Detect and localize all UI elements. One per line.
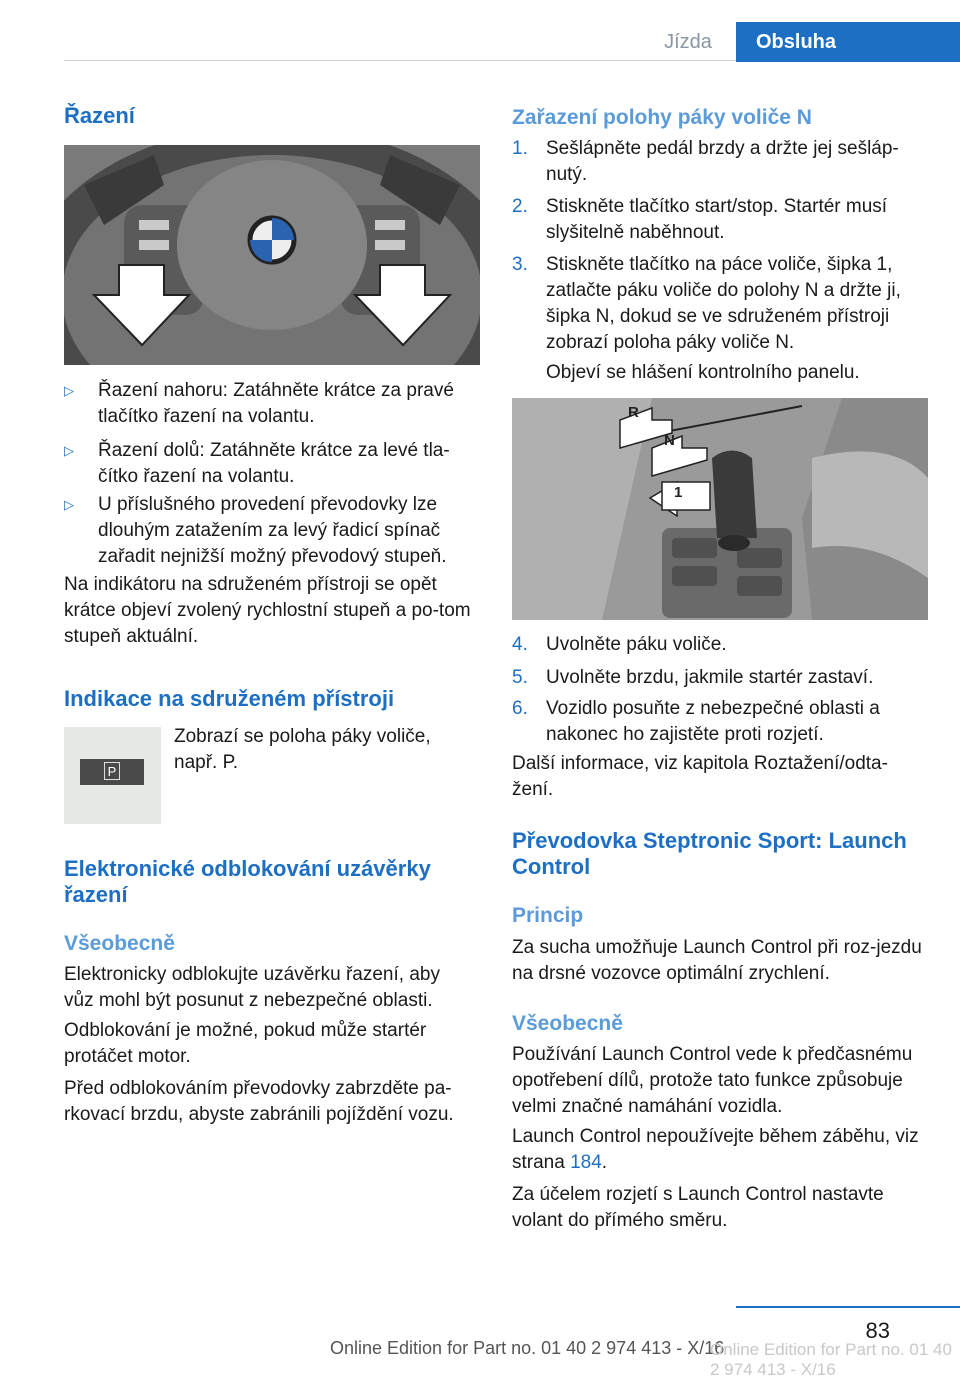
bullet-text: Řazení dolů: Zatáhněte krátce za levé tla‐čítko řazení na volantu. bbox=[98, 440, 450, 487]
paragraph-indikator: Na indikátoru na sdruženém přístroji se opět krátce objeví zvolený rychlostní stupeň a po‐tom stupeň aktuální. bbox=[64, 574, 471, 647]
subtitle-vseobecne: Všeobecně bbox=[512, 1012, 623, 1035]
bullet-marker: ▷ bbox=[64, 443, 74, 458]
arrow-label-1: 1 bbox=[674, 484, 683, 501]
gear-label-n: N bbox=[664, 432, 675, 449]
subtitle-princip: Princip bbox=[512, 904, 584, 927]
paragraph-zaucelem: Za účelem rozjetí s Launch Control nastavte volant do přímého směru. bbox=[512, 1184, 884, 1231]
step-text: Uvolněte brzdu, jakmile startér zastaví. bbox=[546, 667, 874, 688]
tab-jizda[interactable]: Jízda bbox=[664, 31, 712, 53]
paragraph-pouzivani: Používání Launch Control vede k předčasnému opotřebení dílů, protože tato funkce způsobuje velmi značné namáhání vozidla. bbox=[512, 1044, 913, 1117]
footer-rule bbox=[736, 1306, 960, 1308]
header-rule bbox=[64, 60, 736, 61]
nepouzivejte-text: Launch Control nepoužívejte během záběhu, viz strana bbox=[512, 1126, 919, 1173]
step-number: 6. bbox=[512, 698, 528, 719]
subtitle-vseobecne: Všeobecně bbox=[64, 932, 175, 955]
paragraph-nepouzivejte bbox=[512, 1124, 922, 1176]
bullet-text: Řazení nahoru: Zatáhněte krátce za pravé tlačítko řazení na volantu. bbox=[98, 380, 454, 427]
step-text: Vozidlo posuňte z nebezpečné oblasti a nakonec ho zajistěte proti rozjetí. bbox=[546, 698, 880, 745]
indikace-text: Zobrazí se poloha páky voliče, např. P. bbox=[174, 726, 431, 773]
nepouzivejte-end: . bbox=[601, 1152, 608, 1173]
tab-obsluha[interactable]: Obsluha bbox=[736, 22, 960, 62]
step-number: 1. bbox=[512, 138, 528, 159]
steering-wheel-image bbox=[64, 145, 480, 365]
page-number: 83 bbox=[865, 1318, 890, 1343]
step-number: 2. bbox=[512, 196, 528, 217]
watermark-text: Online Edition for Part no. 01 40 2 974 413 - X/16 bbox=[710, 1340, 952, 1379]
section-title-steptronic: Převodovka Steptronic Sport: Launch Control bbox=[512, 828, 907, 879]
indicator-panel bbox=[80, 759, 144, 785]
gear-indicator-p: P bbox=[104, 762, 120, 780]
step-text: Uvolněte páku voliče. bbox=[546, 634, 727, 655]
step-number: 5. bbox=[512, 667, 528, 688]
paragraph: Elektronicky odblokujte uzávěrku řazení, aby vůz mohl být posunut z nebezpečné oblasti. bbox=[64, 964, 440, 1011]
step-text: Stiskněte tlačítko start/stop. Startér musí slyšitelně naběhnout. bbox=[546, 196, 888, 243]
paragraph: Před odblokováním převodovky zabrzděte pa‐rkovací brzdu, abyste zabránili pojíždění vozu. bbox=[64, 1078, 454, 1125]
bullet-text: U příslušného provedení převodovky lze dlouhým zatažením za levý řadicí spínač zařadit nejnižší možný převodový stupeň. bbox=[98, 494, 447, 567]
step-number: 3. bbox=[512, 254, 528, 275]
gear-label-r: R bbox=[628, 404, 639, 421]
section-title-zarazeni: Zařazení polohy páky voliče N bbox=[512, 106, 812, 129]
section-title-razeni: Řazení bbox=[64, 103, 135, 128]
paragraph: Odblokování je možné, pokud může startér protáčet motor. bbox=[64, 1020, 427, 1067]
indicator-display-image bbox=[64, 727, 161, 824]
step-number: 4. bbox=[512, 634, 528, 655]
section-title-elektronicke: Elektronické odblokování uzávěrky řazení bbox=[64, 856, 431, 907]
page-link[interactable]: 184 bbox=[570, 1152, 602, 1173]
bullet-marker: ▷ bbox=[64, 383, 74, 398]
step-text: Sešlápněte pedál brzdy a držte jej sešláp‐nutý. bbox=[546, 138, 899, 185]
edition-text: Online Edition for Part no. 01 40 2 974 413 - X/16 bbox=[330, 1338, 725, 1358]
step-text: Stiskněte tlačítko na páce voliče, šipka 1, zatlačte páku voliče do polohy N a držte ji, šipka N, dokud se ve sdruženém přístroji zobrazí poloha páky voliče N. bbox=[546, 254, 901, 353]
bullet-marker: ▷ bbox=[64, 497, 74, 512]
section-title-indikace: Indikace na sdruženém přístroji bbox=[64, 686, 395, 711]
step-note: Objeví se hlášení kontrolního panelu. bbox=[546, 362, 860, 383]
paragraph-dalsi: Další informace, viz kapitola Roztažení/odta‐žení. bbox=[512, 753, 888, 800]
paragraph-princip: Za sucha umožňuje Launch Control při roz‐jezdu na drsné vozovce optimální zrychlení. bbox=[512, 937, 922, 984]
gear-selector-image bbox=[512, 398, 928, 620]
